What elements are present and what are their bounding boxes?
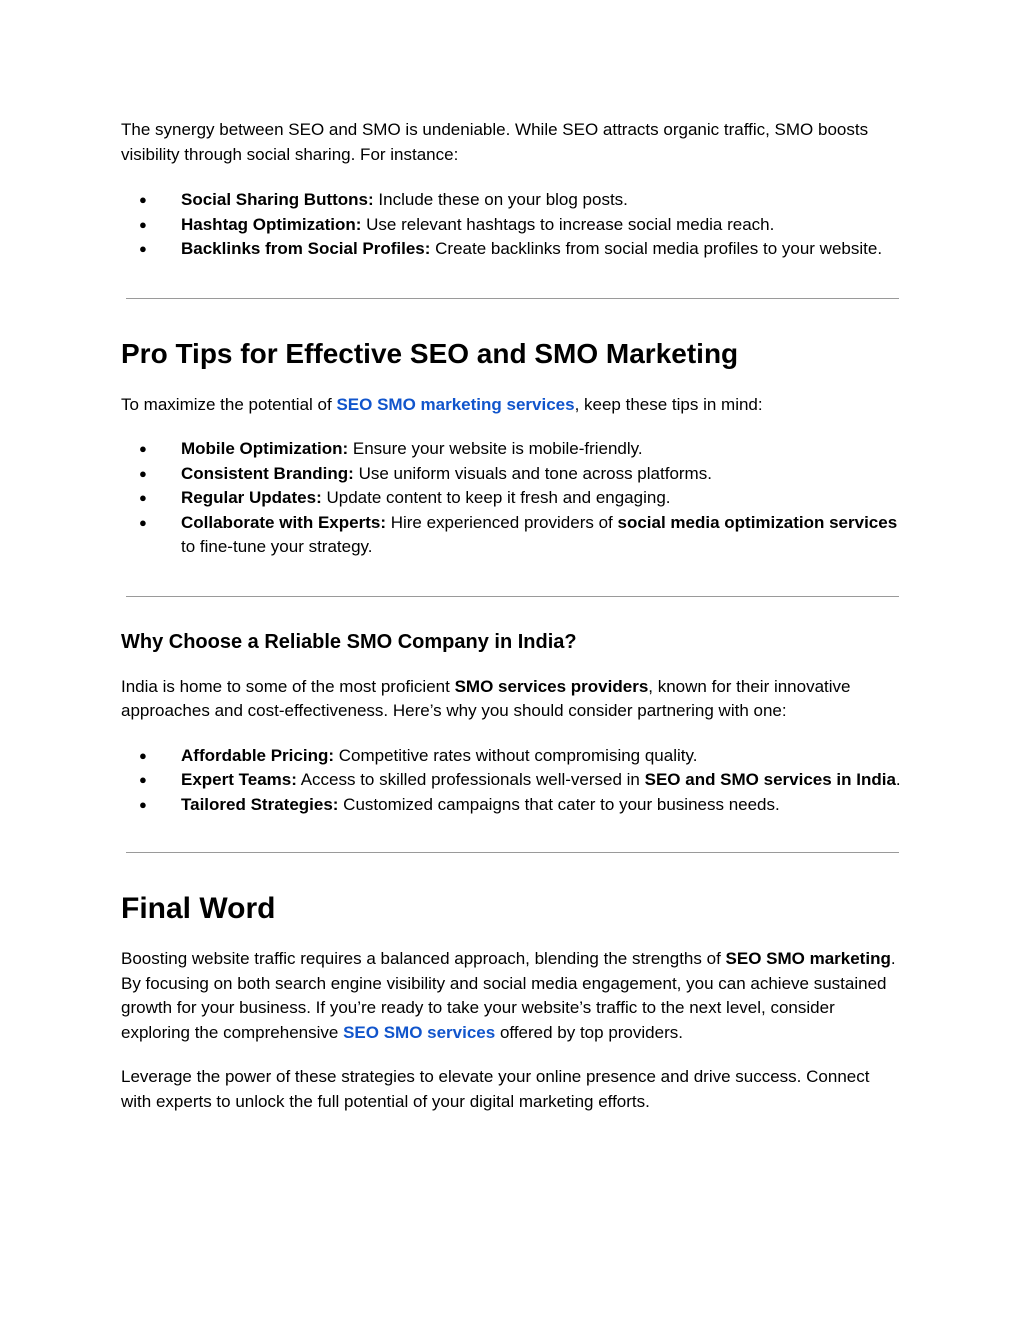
list-item: ● Hashtag Optimization: Use relevant hashtags to increase social media reach. xyxy=(121,213,901,238)
list-item: ● Affordable Pricing: Competitive rates without compromising quality. xyxy=(121,744,901,769)
section-heading-why-choose: Why Choose a Reliable SMO Company in India? xyxy=(121,630,577,653)
bullet-icon: ● xyxy=(139,772,147,787)
pro-tips-intro: To maximize the potential of SEO SMO marketing services, keep these tips in mind: xyxy=(121,394,763,414)
why-choose-list xyxy=(121,744,901,818)
bullet-icon: ● xyxy=(139,192,147,207)
divider xyxy=(126,852,899,853)
list-item: ● Mobile Optimization: Ensure your website is mobile-friendly. xyxy=(121,437,901,462)
bullet-icon: ● xyxy=(139,441,147,456)
divider xyxy=(126,298,899,299)
final-word-paragraph-2: Leverage the power of these strategies to elevate your online presence and drive success. Connect with experts to unlock the full potential of your digital marketing efforts. xyxy=(121,1067,870,1111)
list-item: ● Backlinks from Social Profiles: Create backlinks from social media profiles to your website. xyxy=(121,237,901,262)
section-heading-pro-tips: Pro Tips for Effective SEO and SMO Marketing xyxy=(121,337,739,369)
document-page xyxy=(121,118,901,1114)
intro-list xyxy=(121,188,901,262)
list-item: ● Social Sharing Buttons: Include these on your blog posts. xyxy=(121,188,901,213)
why-choose-paragraph: India is home to some of the most proficient SMO services providers, known for their innovative approaches and cost-effectiveness. Here’s why you should consider partnering with one: xyxy=(121,676,851,720)
list-item: ● Expert Teams: Access to skilled professionals well-versed in SEO and SMO services in India. xyxy=(121,768,901,793)
list-item: ● Consistent Branding: Use uniform visuals and tone across platforms. xyxy=(121,462,901,487)
list-item: ● Collaborate with Experts: Hire experienced providers of social media optimization services to fine-tune your strategy. xyxy=(139,512,898,556)
section-heading-final-word: Final Word xyxy=(121,892,276,925)
seo-smo-marketing-services-link[interactable]: SEO SMO marketing services xyxy=(336,394,575,414)
list-item: ● Tailored Strategies: Customized campaigns that cater to your business needs. xyxy=(121,793,901,818)
bullet-icon: ● xyxy=(139,216,147,232)
intro-paragraph: The synergy between SEO and SMO is undeniable. While SEO attracts organic traffic, SMO boosts visibility through social sharing. For instance: xyxy=(121,120,869,164)
list-item: ● Regular Updates: Update content to keep it fresh and engaging. xyxy=(121,486,901,511)
pro-tips-list xyxy=(121,437,901,560)
bullet-icon: ● xyxy=(139,465,147,481)
seo-smo-services-link[interactable]: SEO SMO services xyxy=(343,1022,496,1042)
bullet-icon: ● xyxy=(139,490,147,505)
final-word-paragraph-1: Boosting website traffic requires a balanced approach, blending the strengths of SEO SMO marketing. By focusing on both search engine visibility and social media engagement, you can achieve sustained growth for your business. If you’re ready to take your website’s traffic to the next level, consider exploring the comprehensive SEO SMO services offered by top providers. xyxy=(121,949,896,1042)
bullet-icon: ● xyxy=(139,514,147,530)
bullet-icon: ● xyxy=(139,241,147,256)
bullet-icon: ● xyxy=(139,747,147,763)
divider xyxy=(126,596,899,597)
bullet-icon: ● xyxy=(139,796,147,812)
